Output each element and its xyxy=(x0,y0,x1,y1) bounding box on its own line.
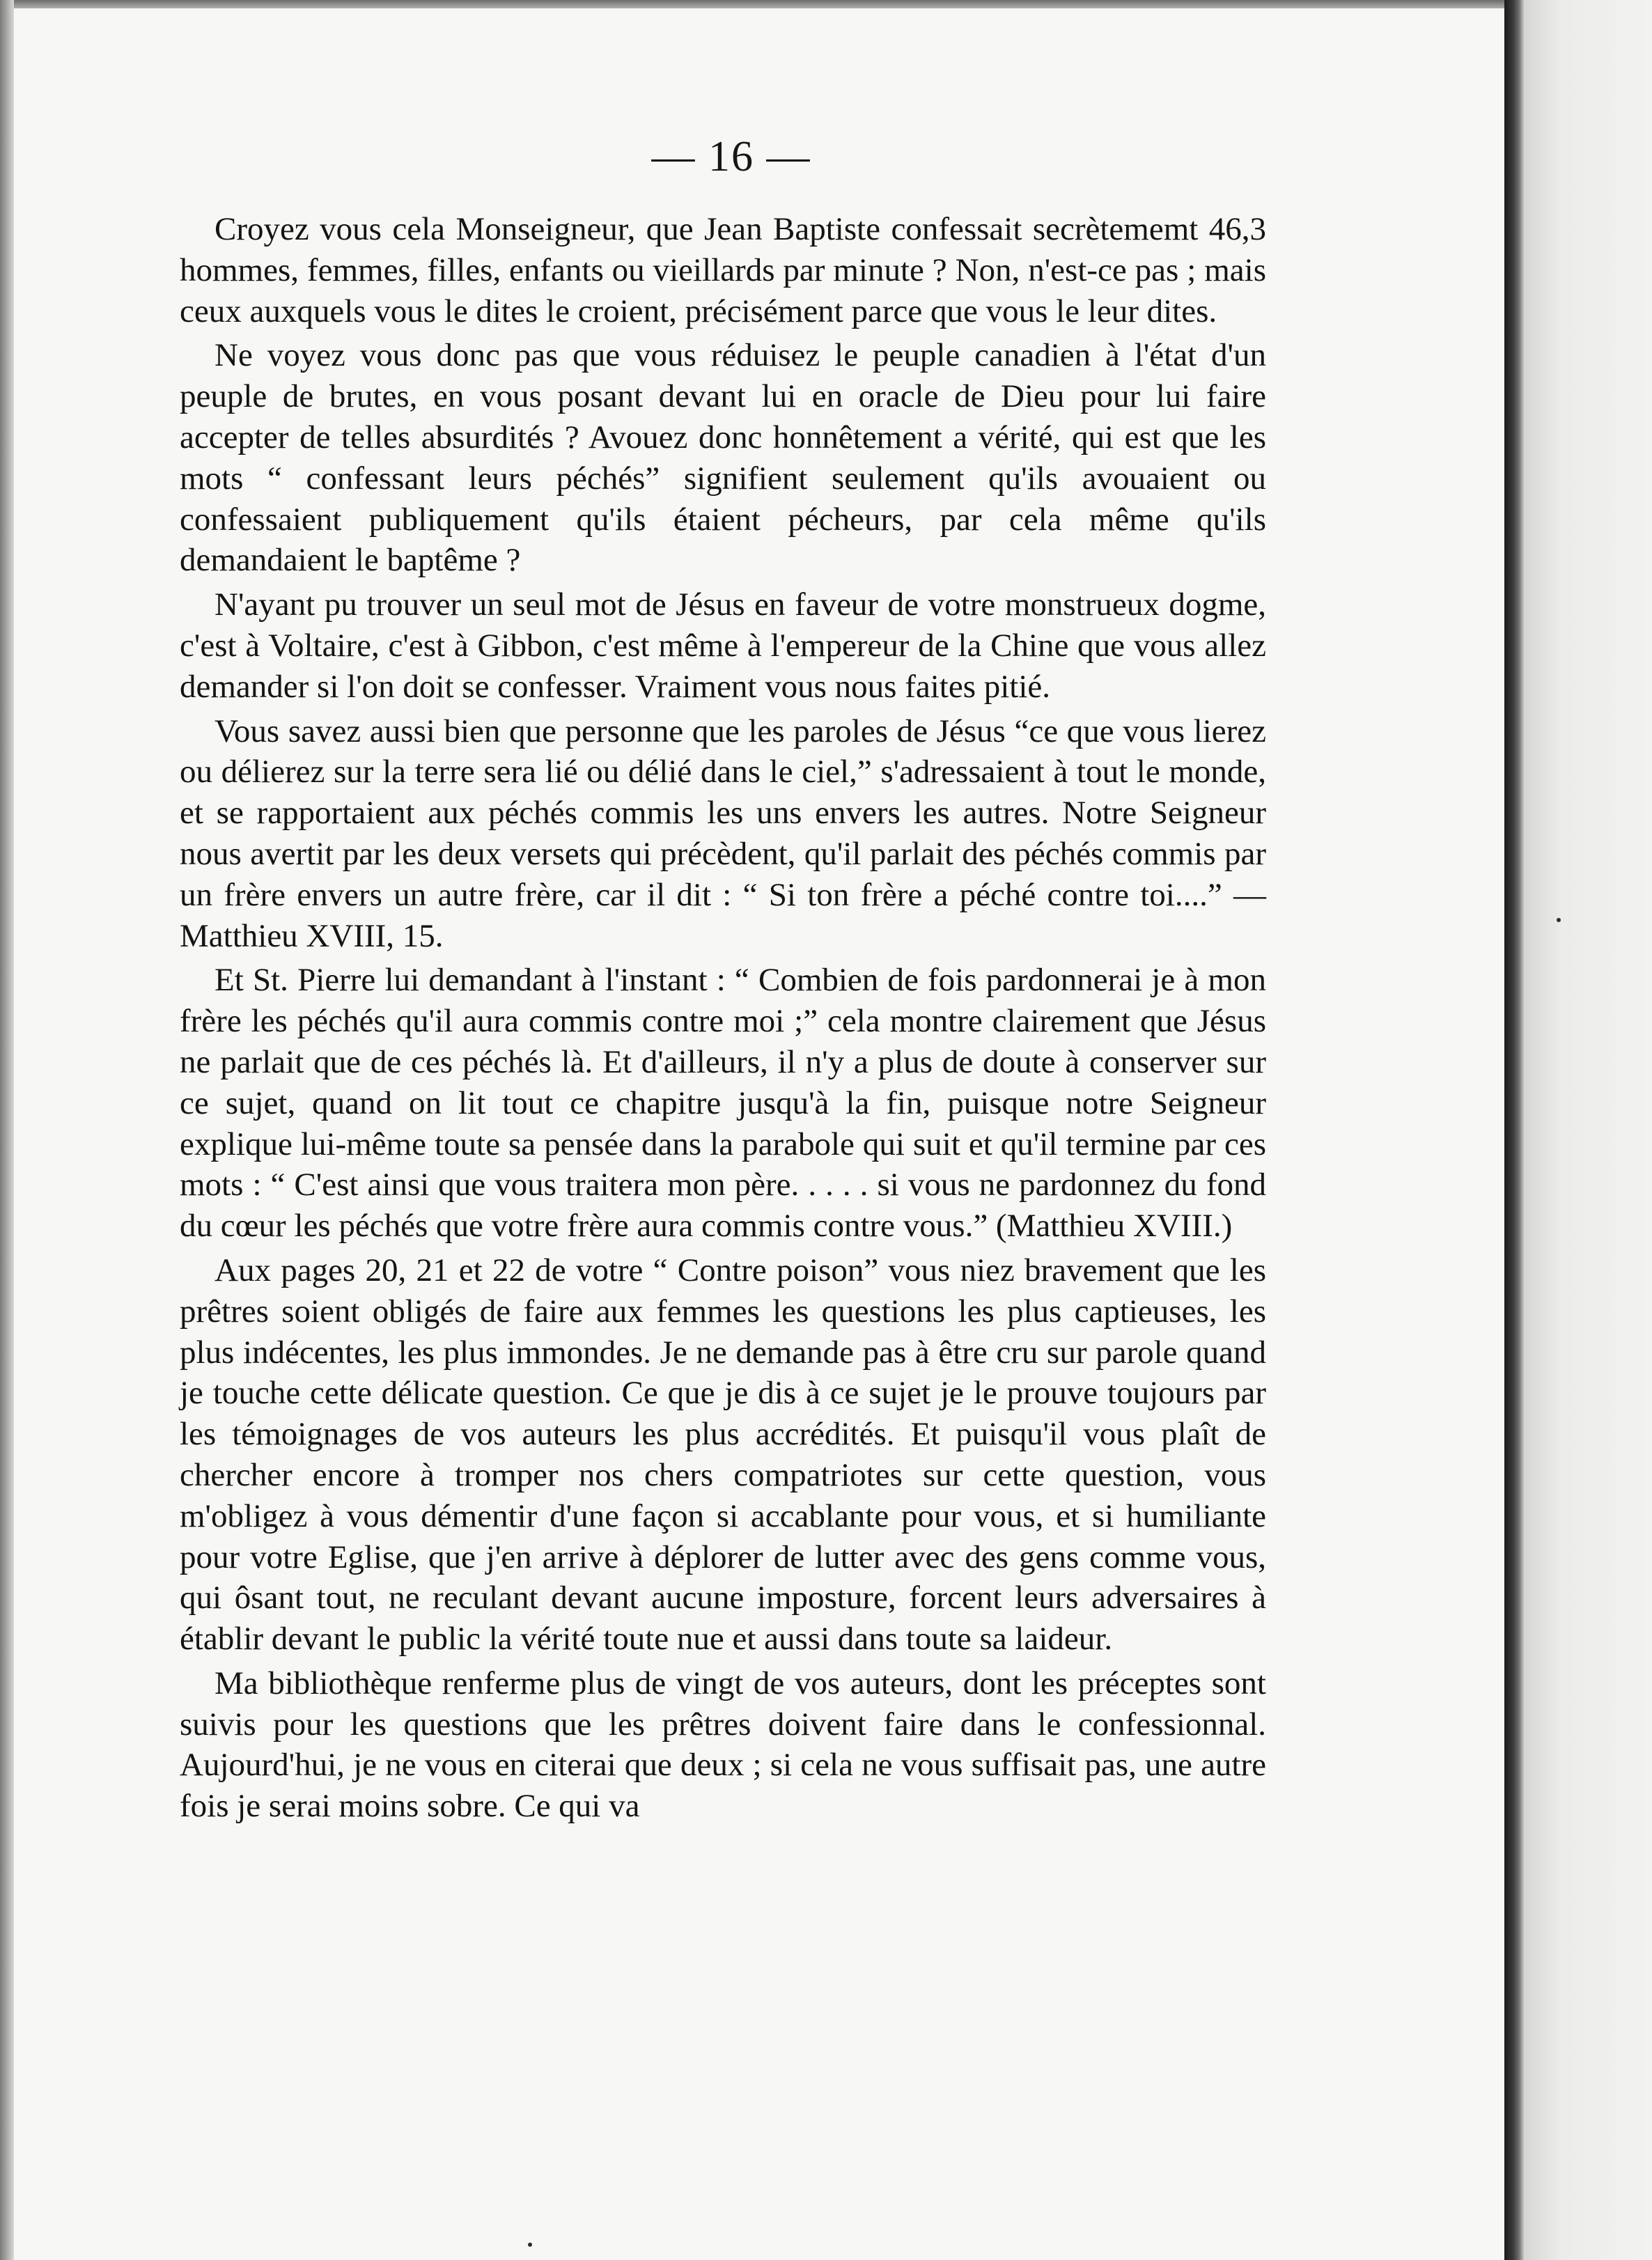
ink-speck xyxy=(528,2243,532,2247)
ink-speck xyxy=(1557,918,1561,922)
adjacent-page-edge xyxy=(1524,0,1652,2260)
page-number: — 16 — xyxy=(651,133,811,180)
paragraph: Ne voyez vous donc pas que vous réduisez le peuple canadien à l'état d'un peuple de brutes, en vous posant devant lui en oracle de Dieu pour lui faire accepter de telles absurdités ? Avouez donc honnêtement a vérité, qui est que les mots “ confessant leurs péchés” signifient seulement qu'ils avouaient ou confessaient publiquement qu'ils étaient pécheurs, par cela même qu'ils demandaient le baptême ? xyxy=(180,337,1266,579)
page-body-text xyxy=(180,209,1266,1830)
paragraph: N'ayant pu trouver un seul mot de Jésus en faveur de votre monstrueux dogme, c'est à Voltaire, c'est à Gibbon, c'est même à l'empereur de la Chine que vous allez demander si l'on doit se confesser. Vraiment vous nous faites pitié. xyxy=(180,586,1266,705)
scan-border-left xyxy=(0,0,14,2260)
paragraph: Croyez vous cela Monseigneur, que Jean Baptiste confessait secrètememt 46,3 hommes, femmes, filles, enfants ou vieillards par minute ? Non, n'est-ce pas ; mais ceux auxquels vous le dites le croient, précisément parce que vous le leur dites. xyxy=(180,211,1266,329)
paragraph: Vous savez aussi bien que personne que les paroles de Jésus “ce que vous lierez ou délierez sur la terre sera lié ou délié dans le ciel,” s'adressaient à tout le monde, et se rapportaient aux péchés commis les uns envers les autres. Notre Seigneur nous avertit par les deux versets qui précèdent, qu'il parlait des péchés commis par un frère envers un autre frère, car il dit : “ Si ton frère a péché contre toi....” —Matthieu XVIII, 15. xyxy=(180,712,1266,954)
paragraph: Et St. Pierre lui demandant à l'instant : “ Combien de fois pardonnerai je à mon frère les péchés qu'il aura commis contre moi ;” cela montre clairement que Jésus ne parlait que de ces péchés là. Et d'ailleurs, il n'y a plus de doute à conserver sur ce sujet, quand on lit tout ce chapitre jusqu'à la fin, puisque notre Seigneur explique lui-même toute sa pensée dans la parabole qui suit et qu'il termine par ces mots : “ C'est ainsi que vous traitera mon père. . . . . si vous ne pardonnez du fond du cœur les péchés que votre frère aura commis contre vous.” (Matthieu XVIII.) xyxy=(180,962,1266,1245)
paragraph: Ma bibliothèque renferme plus de vingt de vos auteurs, dont les préceptes sont suivis pour les questions que les prêtres doivent faire dans le confessionnal. Aujourd'hui, je ne vous en citerai que deux ; si cela ne vous suffisait pas, une autre fois je serai moins sobre. Ce qui va xyxy=(180,1665,1266,1825)
paragraph: Aux pages 20, 21 et 22 de votre “ Contre poison” vous niez bravement que les prêtres soient obligés de faire aux femmes les questions les plus captieuses, les plus indécentes, les plus immondes. Je ne demande pas à être cru sur parole quand je touche cette délicate question. Ce que je dis à ce sujet je le prouve toujours par les témoignages de vos auteurs les plus accrédités. Et puisqu'il vous plaît de chercher encore à tromper nos chers compatriotes sur cette question, vous m'obligez à vous démentir d'une façon si accablante pour vous, et si humiliante pour votre Eglise, que j'en arrive à déplorer de lutter avec des gens comme vous, qui ôsant tout, ne reculant devant aucune imposture, forcent leurs adversaires à établir devant le public la vérité toute nue et aussi dans toute sa laideur. xyxy=(180,1252,1266,1658)
page-gutter xyxy=(1504,0,1524,2260)
